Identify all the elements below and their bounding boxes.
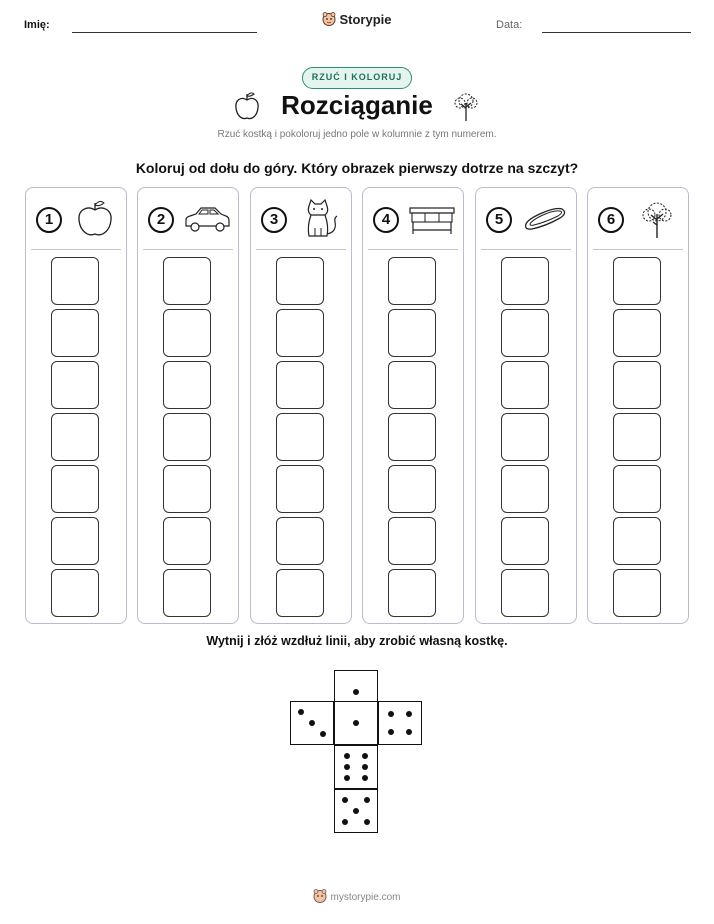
column-number: 4	[373, 207, 399, 233]
dice-pip	[342, 797, 348, 803]
dice-pip	[406, 729, 412, 735]
color-cell[interactable]	[501, 361, 549, 409]
instruction: Koloruj od dołu do góry. Który obrazek pierwszy dotrze na szczyt?	[135, 160, 579, 176]
dice-pip	[353, 808, 359, 814]
brand-logo	[0, 12, 714, 27]
column-number: 1	[36, 207, 62, 233]
color-cell[interactable]	[163, 309, 211, 357]
dice-pip	[353, 720, 359, 726]
color-cell[interactable]	[613, 361, 661, 409]
name-line	[72, 32, 257, 33]
color-cell[interactable]	[388, 361, 436, 409]
dice-pip	[362, 775, 368, 781]
dice-pip	[362, 764, 368, 770]
color-cell[interactable]	[163, 361, 211, 409]
cat-icon	[295, 198, 345, 240]
dice-pip	[364, 797, 370, 803]
page-title: Rozciąganie	[281, 90, 433, 120]
color-cell[interactable]	[613, 413, 661, 461]
dice-pip	[388, 711, 394, 717]
dice-pip	[344, 764, 350, 770]
color-cell[interactable]	[276, 517, 324, 565]
car-icon	[182, 198, 232, 240]
dice-pip	[388, 729, 394, 735]
dice-face-5	[334, 789, 378, 833]
dice-pip	[342, 819, 348, 825]
color-cell[interactable]	[51, 257, 99, 305]
color-cell[interactable]	[613, 517, 661, 565]
color-cell[interactable]	[163, 257, 211, 305]
tree-icon	[451, 90, 481, 122]
color-cell[interactable]	[388, 465, 436, 513]
column-number: 6	[598, 207, 624, 233]
column-divider	[256, 249, 346, 250]
dice-instruction: Wytnij i złóż wzdłuż linii, aby zrobić własną kostkę.	[206, 634, 508, 648]
column-divider	[368, 249, 458, 250]
color-cell[interactable]	[613, 309, 661, 357]
brand-name: Storypie	[339, 12, 392, 27]
dice-pip	[320, 731, 326, 737]
color-cell[interactable]	[276, 257, 324, 305]
footer	[0, 889, 714, 903]
column-divider	[593, 249, 683, 250]
dice-pip	[309, 720, 315, 726]
color-cell[interactable]	[51, 517, 99, 565]
color-cell[interactable]	[51, 309, 99, 357]
column-3	[250, 187, 352, 624]
color-cell[interactable]	[276, 569, 324, 617]
storypie-logo-icon	[313, 889, 327, 903]
color-cell[interactable]	[51, 465, 99, 513]
color-cell[interactable]	[501, 465, 549, 513]
color-cell[interactable]	[276, 361, 324, 409]
color-cell[interactable]	[388, 517, 436, 565]
color-cell[interactable]	[613, 569, 661, 617]
name-label: Imię:	[24, 19, 50, 31]
dice-face-4	[378, 701, 422, 745]
dice-pip	[298, 709, 304, 715]
column-divider	[481, 249, 571, 250]
dice-face-6	[334, 745, 378, 789]
color-cell[interactable]	[51, 569, 99, 617]
color-cell[interactable]	[276, 465, 324, 513]
dice-pip	[344, 775, 350, 781]
column-1	[25, 187, 127, 624]
column-number: 3	[261, 207, 287, 233]
column-6	[587, 187, 689, 624]
color-cell[interactable]	[163, 465, 211, 513]
color-cell[interactable]	[163, 517, 211, 565]
date-label: Data:	[496, 19, 523, 31]
storypie-logo-icon	[322, 12, 336, 26]
color-cell[interactable]	[163, 413, 211, 461]
color-cell[interactable]	[276, 413, 324, 461]
column-number: 5	[486, 207, 512, 233]
dice-pip	[344, 753, 350, 759]
subtitle: Rzuć kostką i pokoloruj jedno pole w kolumnie z tym numerem.	[217, 129, 497, 140]
color-cell[interactable]	[163, 569, 211, 617]
column-divider	[143, 249, 233, 250]
color-cell[interactable]	[501, 569, 549, 617]
tree-icon	[632, 198, 682, 240]
dice-pip	[362, 753, 368, 759]
footer-url: mystorypie.com	[330, 892, 401, 903]
column-5	[475, 187, 577, 624]
dice-pip	[364, 819, 370, 825]
date-line	[542, 32, 691, 33]
color-cell[interactable]	[388, 257, 436, 305]
column-number: 2	[148, 207, 174, 233]
color-cell[interactable]	[276, 309, 324, 357]
activity-badge: RZUĆ I KOLORUJ	[302, 67, 412, 89]
column-4	[362, 187, 464, 624]
dice-face-1	[334, 701, 378, 745]
color-cell[interactable]	[501, 517, 549, 565]
column-divider	[31, 249, 121, 250]
dice-pip	[353, 689, 359, 695]
color-cell[interactable]	[388, 569, 436, 617]
color-cell[interactable]	[501, 309, 549, 357]
color-cell[interactable]	[388, 309, 436, 357]
color-cell[interactable]	[51, 361, 99, 409]
color-cell[interactable]	[613, 465, 661, 513]
color-cell[interactable]	[501, 413, 549, 461]
apple-icon	[70, 198, 120, 240]
color-cell[interactable]	[51, 413, 99, 461]
color-cell[interactable]	[501, 257, 549, 305]
color-cell[interactable]	[613, 257, 661, 305]
color-cell[interactable]	[388, 413, 436, 461]
column-2	[137, 187, 239, 624]
dice-face-3	[290, 701, 334, 745]
rubber-band-icon	[520, 198, 570, 240]
dice-pip	[406, 711, 412, 717]
desk-icon	[407, 198, 457, 240]
